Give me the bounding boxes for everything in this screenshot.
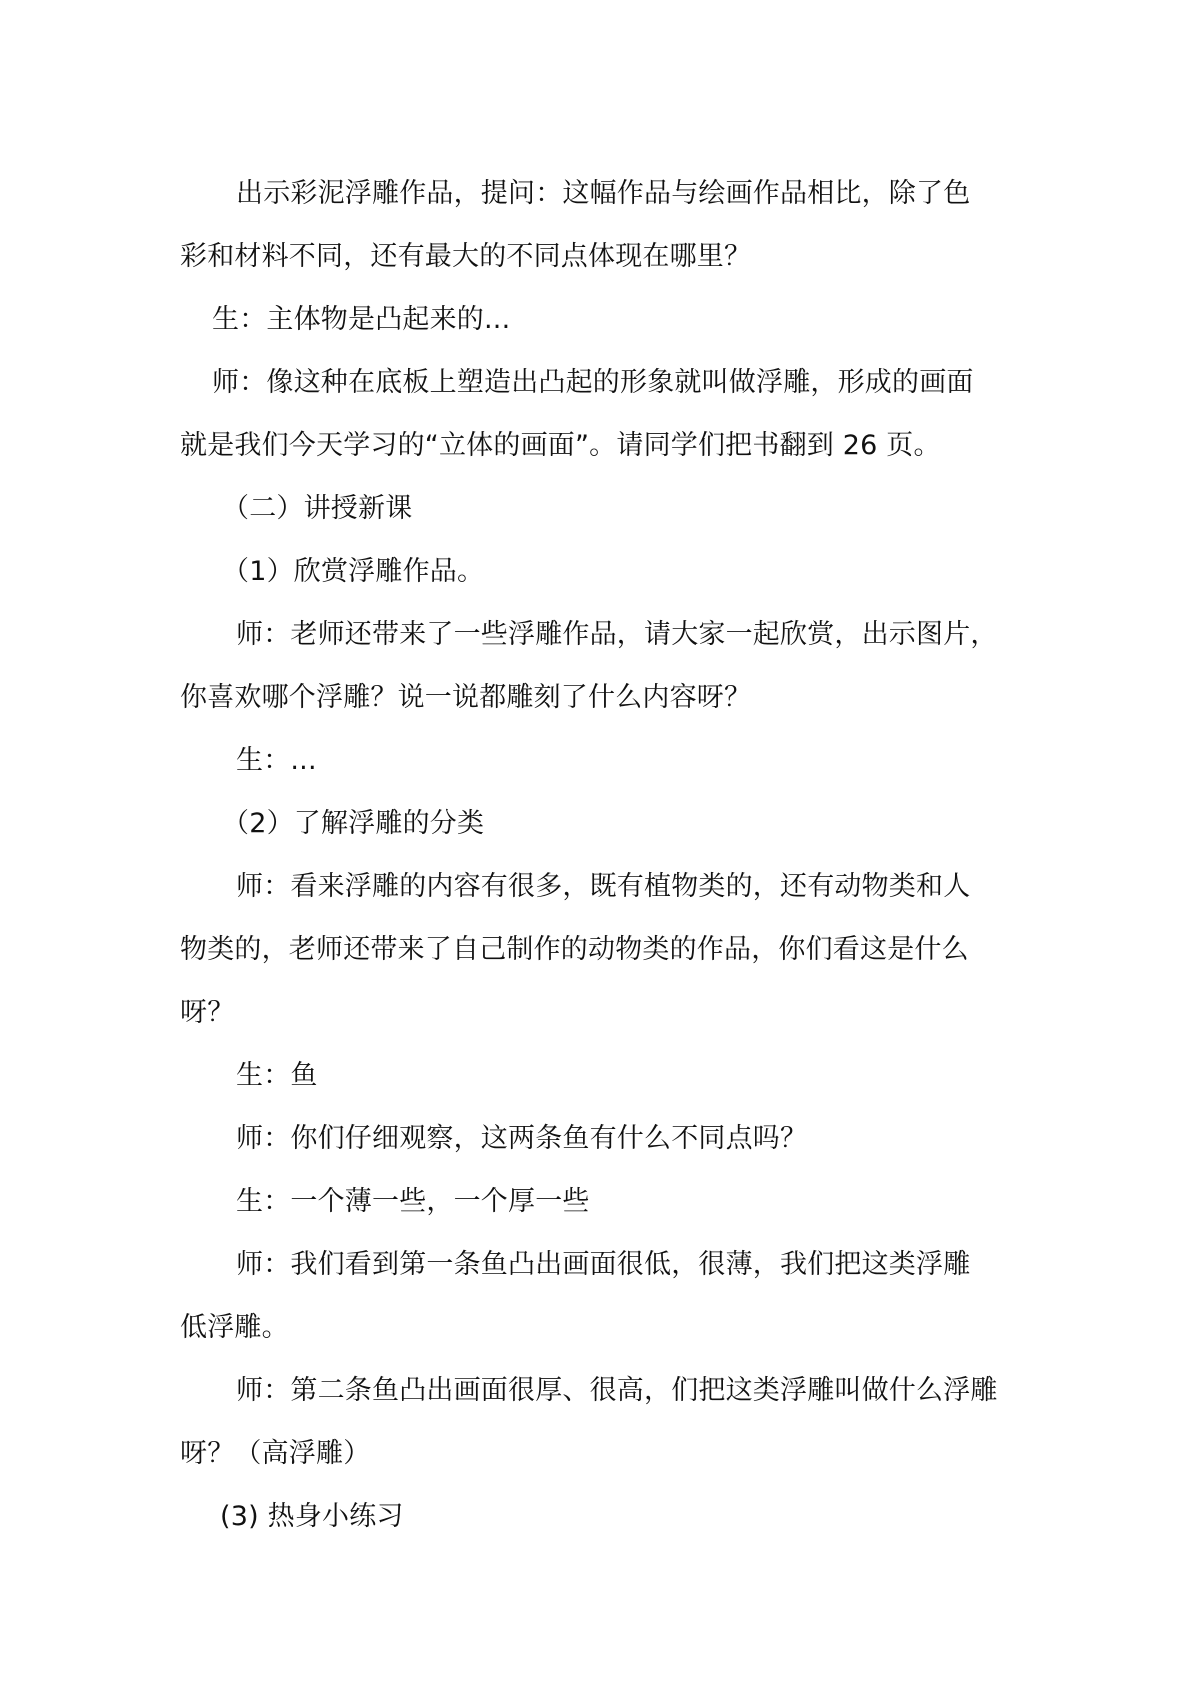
paragraph-line: 生：... (236, 745, 317, 776)
section-heading: （二）讲授新课 (222, 493, 413, 524)
paragraph-line: 生：鱼 (236, 1060, 318, 1091)
paragraph-line: 出示彩泥浮雕作品，提问：这幅作品与绘画作品相比，除了色 (236, 178, 971, 209)
subsection-heading: （2）了解浮雕的分类 (222, 808, 485, 839)
paragraph-line: 呀？ (180, 997, 235, 1028)
subsection-heading: (3) 热身小练习 (220, 1501, 404, 1532)
subsection-heading: （1）欣赏浮雕作品。 (222, 556, 485, 587)
paragraph-line: 师：看来浮雕的内容有很多，既有植物类的，还有动物类和人 (236, 871, 971, 902)
paragraph-line: 呀？（高浮雕） (180, 1438, 371, 1469)
paragraph-line: 低浮雕。 (180, 1312, 289, 1343)
paragraph-line: 师：像这种在底板上塑造出凸起的形象就叫做浮雕，形成的画面 (212, 367, 974, 398)
paragraph-line: 就是我们今天学习的“立体的画面”。请同学们把书翻到 26 页。 (180, 430, 941, 461)
paragraph-line: 师：老师还带来了一些浮雕作品，请大家一起欣赏，出示图片， (236, 619, 998, 650)
paragraph-line: 师：我们看到第一条鱼凸出画面很低，很薄，我们把这类浮雕 (236, 1249, 971, 1280)
paragraph-line: 你喜欢哪个浮雕？说一说都雕刻了什么内容呀？ (180, 682, 752, 713)
document-body (180, 162, 1030, 1548)
paragraph-line: 生：主体物是凸起来的... (212, 304, 511, 335)
paragraph-line: 生：一个薄一些，一个厚一些 (236, 1186, 590, 1217)
paragraph-line: 师：你们仔细观察，这两条鱼有什么不同点吗？ (236, 1123, 808, 1154)
paragraph-line: 彩和材料不同，还有最大的不同点体现在哪里？ (180, 241, 752, 272)
paragraph-line: 物类的，老师还带来了自己制作的动物类的作品，你们看这是什么 (180, 934, 969, 965)
paragraph-line: 师：第二条鱼凸出画面很厚、很高，们把这类浮雕叫做什么浮雕 (236, 1375, 998, 1406)
